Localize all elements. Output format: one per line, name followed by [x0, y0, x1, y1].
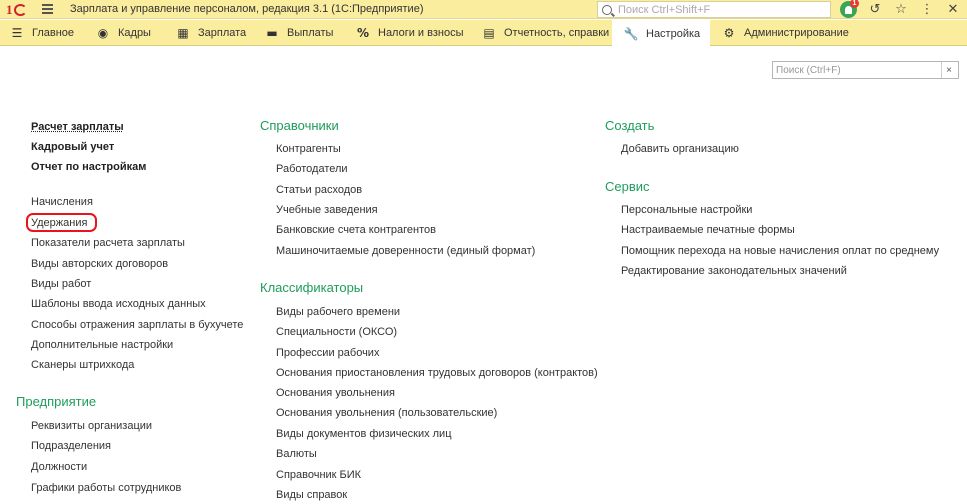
- link-machine-readable-poa[interactable]: Машиночитаемые доверенности (единый формат): [276, 245, 536, 257]
- nav-settings[interactable]: 🔧 Настройка: [612, 20, 710, 47]
- content-search[interactable]: [772, 61, 959, 79]
- clear-search-button[interactable]: ×: [941, 62, 956, 78]
- section-navbar: [0, 20, 967, 46]
- link-work-schedules[interactable]: Графики работы сотрудников: [31, 482, 182, 494]
- link-expense-items[interactable]: Статьи расходов: [276, 184, 363, 196]
- link-currencies[interactable]: Валюты: [276, 448, 317, 460]
- link-add-organization[interactable]: Добавить организацию: [621, 143, 739, 155]
- link-accruals[interactable]: Начисления: [31, 196, 93, 208]
- nav-reports[interactable]: ▤ Отчетность, справки: [483, 26, 610, 40]
- global-search-input[interactable]: [618, 4, 818, 16]
- 1c-logo-icon: 1: [6, 2, 27, 17]
- link-id-document-types[interactable]: Виды документов физических лиц: [276, 428, 452, 440]
- content-search-input[interactable]: [773, 65, 941, 76]
- link-custom-print-forms[interactable]: Настраиваемые печатные формы: [621, 224, 795, 236]
- link-barcode-scanners[interactable]: Сканеры штрихкода: [31, 359, 135, 371]
- group-create-title: Создать: [605, 118, 655, 133]
- favorites-star-icon[interactable]: ☆: [895, 2, 907, 17]
- link-personal-settings[interactable]: Персональные настройки: [621, 204, 753, 216]
- link-org-details[interactable]: Реквизиты организации: [31, 420, 153, 432]
- group-classifiers-title: Классификаторы: [260, 280, 364, 295]
- link-work-types[interactable]: Виды работ: [31, 278, 92, 290]
- people-icon: ◉: [97, 26, 109, 40]
- link-counterparties[interactable]: Контрагенты: [276, 143, 341, 155]
- wallet-icon: ▬: [266, 26, 278, 40]
- highlight-annotation: [26, 213, 97, 232]
- wrench-icon: 🔧: [623, 26, 639, 41]
- link-work-time-types[interactable]: Виды рабочего времени: [276, 306, 401, 318]
- nav-main[interactable]: ☰ Главное: [11, 26, 75, 40]
- link-author-contract-types[interactable]: Виды авторских договоров: [31, 258, 169, 270]
- link-contract-suspension-grounds[interactable]: Основания приостановления трудовых договоров (контрактов): [276, 367, 598, 379]
- link-employers[interactable]: Работодатели: [276, 163, 348, 175]
- link-payroll-calc[interactable]: Расчет зарплаты: [31, 121, 124, 133]
- nav-salary[interactable]: ▦ Зарплата: [177, 26, 247, 40]
- app-title: Зарплата и управление персоналом, редакция 3.1 (1С:Предприятие): [70, 3, 424, 15]
- link-settings-report[interactable]: Отчет по настройкам: [31, 161, 147, 173]
- nav-personnel[interactable]: ◉ Кадры: [97, 26, 151, 40]
- link-deductions[interactable]: Удержания: [31, 217, 88, 229]
- link-positions[interactable]: Должности: [31, 461, 88, 473]
- history-icon[interactable]: ↺: [869, 2, 881, 17]
- report-icon: ▤: [483, 26, 495, 40]
- link-payroll-indicators[interactable]: Показатели расчета зарплаты: [31, 237, 185, 249]
- link-dismissal-grounds-custom[interactable]: Основания увольнения (пользовательские): [276, 407, 498, 419]
- nav-administration[interactable]: ⚙ Администрирование: [723, 26, 849, 40]
- link-hr-accounting[interactable]: Кадровый учет: [31, 141, 115, 153]
- more-menu-icon[interactable]: ⋮: [920, 2, 934, 17]
- link-certificate-types[interactable]: Виды справок: [276, 489, 348, 501]
- notification-badge: 1: [850, 0, 859, 8]
- link-legislative-values-editing[interactable]: Редактирование законодательных значений: [621, 265, 847, 277]
- calculator-icon: ▦: [177, 26, 189, 40]
- link-worker-professions[interactable]: Профессии рабочих: [276, 347, 380, 359]
- nav-payments[interactable]: ▬ Выплаты: [266, 26, 334, 40]
- gear-icon: ⚙: [723, 26, 735, 40]
- link-additional-settings[interactable]: Дополнительные настройки: [31, 339, 174, 351]
- nav-taxes[interactable]: % Налоги и взносы: [356, 26, 464, 40]
- notifications-icon[interactable]: [840, 1, 857, 18]
- link-input-templates[interactable]: Шаблоны ввода исходных данных: [31, 298, 206, 310]
- group-enterprise-title: Предприятие: [16, 394, 97, 409]
- link-average-pay-migration-wizard[interactable]: Помощник перехода на новые начисления оплат по среднему: [621, 245, 940, 257]
- search-icon: [602, 5, 612, 15]
- global-search[interactable]: [597, 1, 831, 18]
- link-counterparty-bank-accounts[interactable]: Банковские счета контрагентов: [276, 224, 437, 236]
- link-dismissal-grounds[interactable]: Основания увольнения: [276, 387, 395, 399]
- link-departments[interactable]: Подразделения: [31, 440, 111, 452]
- group-refs-title: Справочники: [260, 118, 339, 133]
- close-icon[interactable]: ✕: [947, 2, 959, 17]
- hamburger-menu-icon[interactable]: [42, 4, 53, 14]
- group-service-title: Сервис: [605, 179, 650, 194]
- link-bik-directory[interactable]: Справочник БИК: [276, 469, 362, 481]
- link-specialties-okso[interactable]: Специальности (ОКСО): [276, 326, 398, 338]
- percent-icon: %: [356, 26, 370, 40]
- link-educational-institutions[interactable]: Учебные заведения: [276, 204, 378, 216]
- menu-icon: ☰: [11, 26, 23, 40]
- link-payroll-accounting-methods[interactable]: Способы отражения зарплаты в бухучете: [31, 319, 244, 331]
- title-bar: [0, 0, 967, 19]
